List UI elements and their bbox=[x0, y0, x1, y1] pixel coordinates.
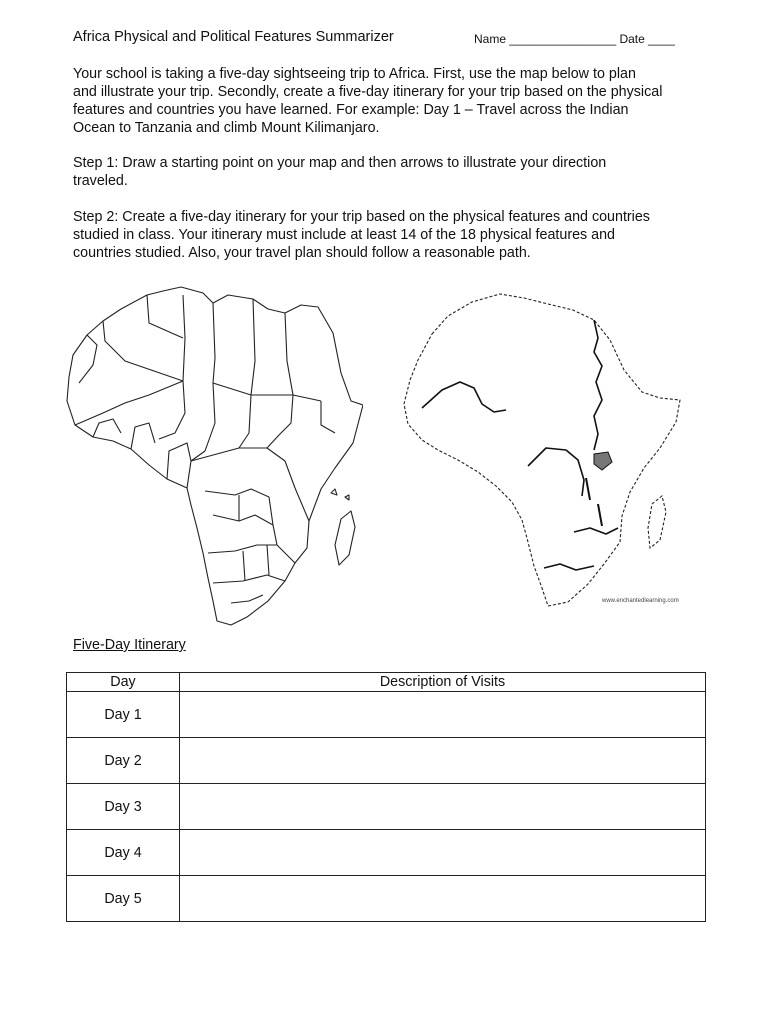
zambezi-river bbox=[574, 528, 618, 534]
day-label: Day 2 bbox=[67, 738, 180, 784]
intro-line: Your school is taking a five-day sightseeing trip to Africa. First, use the map below to plan bbox=[73, 66, 636, 82]
description-cell[interactable] bbox=[180, 692, 706, 738]
step1-paragraph bbox=[73, 154, 713, 190]
niger-river bbox=[422, 382, 506, 412]
step2-line: Step 2: Create a five-day itinerary for your trip based on the physical features and countries bbox=[73, 209, 650, 225]
day-label: Day 4 bbox=[67, 830, 180, 876]
description-cell[interactable] bbox=[180, 784, 706, 830]
madagascar-outline bbox=[335, 511, 355, 565]
day-label: Day 5 bbox=[67, 876, 180, 922]
table-row bbox=[67, 876, 706, 922]
day-column-header: Day bbox=[67, 673, 180, 692]
africa-physical-map[interactable] bbox=[398, 290, 698, 610]
intro-line: and illustrate your trip. Secondly, create a five-day itinerary for your trip based on the physical bbox=[73, 84, 663, 100]
madagascar-outline-physical bbox=[648, 496, 666, 548]
intro-paragraph bbox=[73, 65, 713, 137]
table-row bbox=[67, 784, 706, 830]
africa-political-map[interactable] bbox=[63, 283, 363, 628]
orange-river bbox=[544, 564, 594, 570]
map-credit: www.enchantedlearning.com bbox=[602, 598, 679, 604]
itinerary-heading: Five-Day Itinerary bbox=[73, 637, 186, 653]
congo-river bbox=[528, 448, 584, 496]
nile-river bbox=[594, 320, 602, 450]
intro-line: Ocean to Tanzania and climb Mount Kilimanjaro. bbox=[73, 120, 380, 136]
table-row bbox=[67, 830, 706, 876]
description-column-header: Description of Visits bbox=[180, 673, 706, 692]
lake-victoria-icon bbox=[594, 452, 612, 470]
description-cell[interactable] bbox=[180, 738, 706, 784]
page-title: Africa Physical and Political Features Summarizer bbox=[73, 29, 394, 45]
itinerary-header-row bbox=[67, 673, 706, 692]
step1-line: traveled. bbox=[73, 173, 128, 189]
day-label: Day 3 bbox=[67, 784, 180, 830]
description-cell[interactable] bbox=[180, 876, 706, 922]
itinerary-table bbox=[66, 672, 706, 922]
step2-line: studied in class. Your itinerary must include at least 14 of the 18 physical features and bbox=[73, 227, 616, 243]
day-label: Day 1 bbox=[67, 692, 180, 738]
intro-line: features and countries you have learned. For example: Day 1 – Travel across the Indian bbox=[73, 102, 629, 118]
name-date-fields[interactable]: Name ________________ Date ____ bbox=[474, 32, 675, 46]
africa-coastline bbox=[67, 287, 363, 625]
table-row bbox=[67, 692, 706, 738]
step2-line: countries studied. Also, your travel plan should follow a reasonable path. bbox=[73, 245, 531, 261]
africa-coastline-physical bbox=[404, 294, 680, 606]
step2-paragraph bbox=[73, 208, 713, 262]
step1-line: Step 1: Draw a starting point on your map and then arrows to illustrate your direction bbox=[73, 155, 607, 171]
description-cell[interactable] bbox=[180, 830, 706, 876]
table-row bbox=[67, 738, 706, 784]
